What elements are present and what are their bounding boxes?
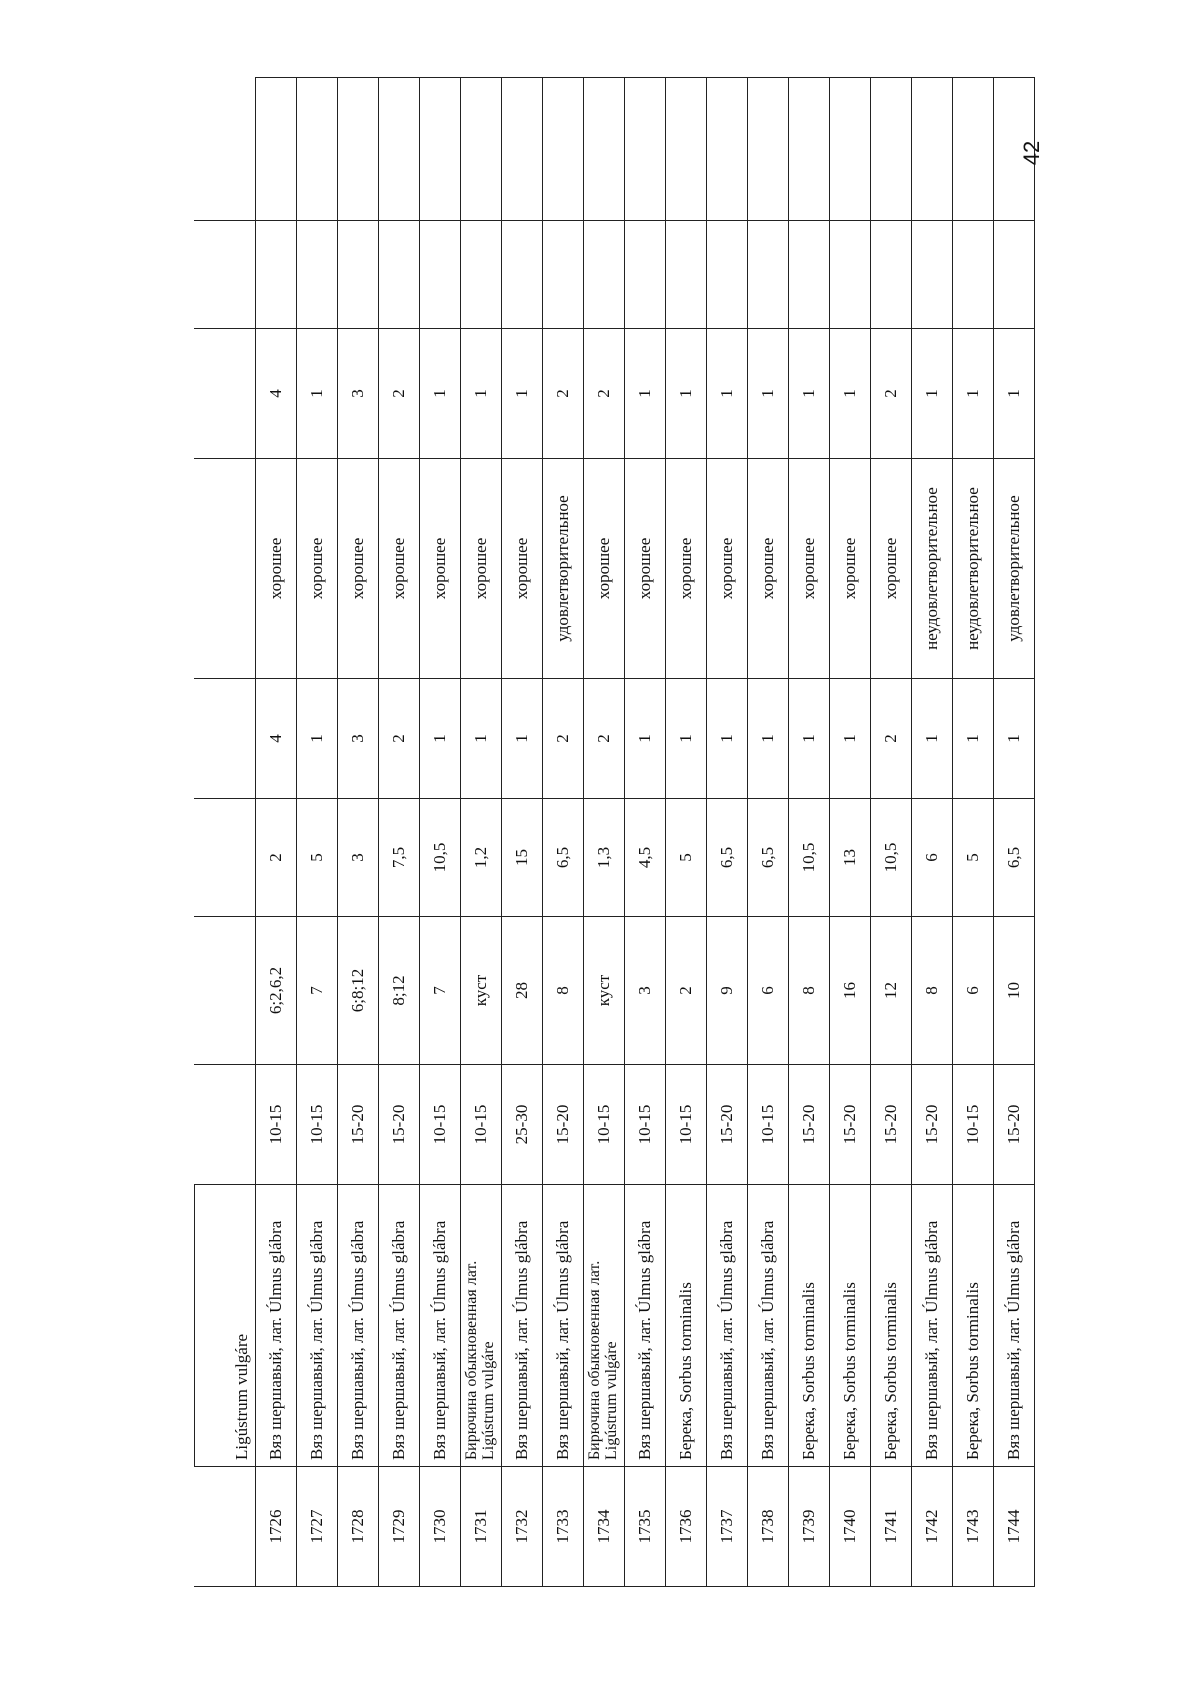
cell-count2: 1 <box>953 329 994 459</box>
cell-note2 <box>789 78 830 221</box>
cell-count: 1 <box>748 679 789 799</box>
cell-count2: 1 <box>707 329 748 459</box>
table-row <box>379 78 420 1587</box>
cell-name: Вяз шершавый, лат. Úlmus glábra <box>748 1185 789 1467</box>
cell-num: 1728 <box>338 1467 379 1587</box>
table-row <box>789 78 830 1587</box>
cell-count: 1 <box>912 679 953 799</box>
cell-diam: 7 <box>420 917 461 1065</box>
cell-count2: 2 <box>543 329 584 459</box>
table-row <box>461 78 502 1587</box>
cell-note2 <box>420 78 461 221</box>
cell-age: 15-20 <box>871 1065 912 1185</box>
cell-diam: куст <box>461 917 502 1065</box>
cell-name: Берека, Sorbus torminalis <box>871 1185 912 1467</box>
cell-age: 10-15 <box>461 1065 502 1185</box>
cell-height: 7,5 <box>379 799 420 917</box>
cell-note2 <box>666 78 707 221</box>
cell-num: 1731 <box>461 1467 502 1587</box>
cell-diam: 8 <box>912 917 953 1065</box>
cell-count2: 1 <box>502 329 543 459</box>
cell-age: 10-15 <box>584 1065 625 1185</box>
cell-count2: 1 <box>297 329 338 459</box>
cell-age: 15-20 <box>830 1065 871 1185</box>
cell-num: 1739 <box>789 1467 830 1587</box>
cell-height: 6,5 <box>707 799 748 917</box>
cell-height: 13 <box>830 799 871 917</box>
cell-condition: хорошее <box>707 459 748 679</box>
cell-age: 15-20 <box>543 1065 584 1185</box>
cell-age: 10-15 <box>625 1065 666 1185</box>
cell-condition: удовлетворительное <box>543 459 584 679</box>
cell-num: 1733 <box>543 1467 584 1587</box>
cell-count: 1 <box>625 679 666 799</box>
cell-num: 1737 <box>707 1467 748 1587</box>
cell-height: 5 <box>666 799 707 917</box>
cell-note <box>584 221 625 329</box>
cell-note2 <box>748 78 789 221</box>
cell-condition: хорошее <box>830 459 871 679</box>
cell-note <box>420 221 461 329</box>
table-row <box>338 78 379 1587</box>
cell-count2: 1 <box>789 329 830 459</box>
cell-diam: 6 <box>953 917 994 1065</box>
table-row <box>420 78 461 1587</box>
cell-height <box>195 799 256 917</box>
cell-note <box>953 221 994 329</box>
cell-num: 1734 <box>584 1467 625 1587</box>
cell-note <box>789 221 830 329</box>
cell-num: 1735 <box>625 1467 666 1587</box>
cell-name: Вяз шершавый, лат. Úlmus glábra <box>420 1185 461 1467</box>
cell-note <box>338 221 379 329</box>
cell-count: 1 <box>953 679 994 799</box>
table-row <box>666 78 707 1587</box>
cell-note <box>543 221 584 329</box>
cell-count: 1 <box>420 679 461 799</box>
cell-count: 4 <box>256 679 297 799</box>
cell-condition: хорошее <box>666 459 707 679</box>
cell-condition: хорошее <box>256 459 297 679</box>
cell-count: 2 <box>379 679 420 799</box>
cell-height: 6,5 <box>748 799 789 917</box>
table-row <box>748 78 789 1587</box>
cell-note <box>461 221 502 329</box>
cell-condition: хорошее <box>748 459 789 679</box>
cell-note2 <box>584 78 625 221</box>
cell-note2 <box>338 78 379 221</box>
cell-height: 10,5 <box>420 799 461 917</box>
cell-note <box>502 221 543 329</box>
cell-count2: 1 <box>461 329 502 459</box>
cell-name: Вяз шершавый, лат. Úlmus glábra <box>543 1185 584 1467</box>
cell-name: Вяз шершавый, лат. Úlmus glábra <box>338 1185 379 1467</box>
cell-note <box>707 221 748 329</box>
cell-diam: 28 <box>502 917 543 1065</box>
cell-height: 5 <box>953 799 994 917</box>
cell-height: 4,5 <box>625 799 666 917</box>
cell-note <box>748 221 789 329</box>
cell-note <box>379 221 420 329</box>
cell-count: 1 <box>830 679 871 799</box>
cell-age: 10-15 <box>297 1065 338 1185</box>
cell-name: Вяз шершавый, лат. Úlmus glábra <box>256 1185 297 1467</box>
table-row <box>953 78 994 1587</box>
table-row <box>584 78 625 1587</box>
cell-name: Вяз шершавый, лат. Úlmus glábra <box>912 1185 953 1467</box>
cell-count <box>195 679 256 799</box>
cell-age: 25-30 <box>502 1065 543 1185</box>
cell-note2 <box>195 78 256 221</box>
cell-count: 1 <box>666 679 707 799</box>
cell-count2: 1 <box>830 329 871 459</box>
cell-num: 1740 <box>830 1467 871 1587</box>
cell-note <box>912 221 953 329</box>
cell-name: Берека, Sorbus torminalis <box>789 1185 830 1467</box>
cell-age: 10-15 <box>256 1065 297 1185</box>
cell-count2: 1 <box>912 329 953 459</box>
inventory-table <box>194 77 1035 1587</box>
cell-name: Вяз шершавый, лат. Úlmus glábra <box>994 1185 1035 1467</box>
cell-condition: хорошее <box>461 459 502 679</box>
table-row <box>871 78 912 1587</box>
cell-count2 <box>195 329 256 459</box>
rotated-table-container <box>194 78 1024 1587</box>
cell-condition: хорошее <box>584 459 625 679</box>
cell-note2 <box>379 78 420 221</box>
table-body <box>195 78 1035 1587</box>
cell-diam: 8;12 <box>379 917 420 1065</box>
cell-count: 2 <box>584 679 625 799</box>
cell-count: 1 <box>502 679 543 799</box>
cell-diam: 10 <box>994 917 1035 1065</box>
cell-count: 2 <box>543 679 584 799</box>
cell-count2: 4 <box>256 329 297 459</box>
cell-name: Вяз шершавый, лат. Úlmus glábra <box>625 1185 666 1467</box>
cell-note2 <box>502 78 543 221</box>
cell-diam: 6 <box>748 917 789 1065</box>
cell-diam: куст <box>584 917 625 1065</box>
cell-count2: 1 <box>625 329 666 459</box>
cell-height: 2 <box>256 799 297 917</box>
cell-num <box>195 1467 256 1587</box>
cell-diam: 2 <box>666 917 707 1065</box>
cell-height: 15 <box>502 799 543 917</box>
cell-condition: хорошее <box>871 459 912 679</box>
cell-num: 1730 <box>420 1467 461 1587</box>
table-row <box>256 78 297 1587</box>
cell-note <box>297 221 338 329</box>
cell-num: 1729 <box>379 1467 420 1587</box>
cell-name: Вяз шершавый, лат. Úlmus glábra <box>707 1185 748 1467</box>
cell-diam: 8 <box>789 917 830 1065</box>
cell-name: Вяз шершавый, лат. Úlmus glábra <box>297 1185 338 1467</box>
table-row <box>994 78 1035 1587</box>
cell-age: 15-20 <box>994 1065 1035 1185</box>
cell-count: 1 <box>994 679 1035 799</box>
cell-count2: 2 <box>379 329 420 459</box>
cell-condition: хорошее <box>338 459 379 679</box>
cell-condition: хорошее <box>379 459 420 679</box>
cell-age: 10-15 <box>420 1065 461 1185</box>
cell-note2 <box>625 78 666 221</box>
cell-num: 1732 <box>502 1467 543 1587</box>
cell-diam: 6;2,6,2 <box>256 917 297 1065</box>
cell-diam: 16 <box>830 917 871 1065</box>
cell-diam <box>195 917 256 1065</box>
cell-age: 15-20 <box>707 1065 748 1185</box>
cell-height: 1,3 <box>584 799 625 917</box>
cell-count: 3 <box>338 679 379 799</box>
cell-note2 <box>297 78 338 221</box>
cell-name: Бирючина обыкновенная лат. Ligústrum vulgáre <box>584 1185 625 1467</box>
cell-num: 1744 <box>994 1467 1035 1587</box>
cell-age: 15-20 <box>338 1065 379 1185</box>
cell-note2 <box>871 78 912 221</box>
cell-age: 10-15 <box>748 1065 789 1185</box>
cell-count: 1 <box>707 679 748 799</box>
cell-condition: хорошее <box>502 459 543 679</box>
cell-age: 10-15 <box>666 1065 707 1185</box>
cell-num: 1741 <box>871 1467 912 1587</box>
table-row <box>830 78 871 1587</box>
cell-count: 1 <box>461 679 502 799</box>
cell-condition <box>195 459 256 679</box>
cell-count2: 1 <box>994 329 1035 459</box>
cell-note <box>625 221 666 329</box>
cell-condition: хорошее <box>297 459 338 679</box>
table-row <box>543 78 584 1587</box>
cell-age: 15-20 <box>912 1065 953 1185</box>
cell-diam: 6;8;12 <box>338 917 379 1065</box>
cell-count2: 1 <box>666 329 707 459</box>
cell-age: 15-20 <box>789 1065 830 1185</box>
cell-condition: хорошее <box>789 459 830 679</box>
page-number: 42 <box>1019 140 1045 166</box>
table-row <box>912 78 953 1587</box>
cell-note2 <box>461 78 502 221</box>
table-row-continued <box>195 78 256 1587</box>
cell-note2 <box>830 78 871 221</box>
cell-age: 10-15 <box>953 1065 994 1185</box>
cell-note <box>871 221 912 329</box>
cell-num: 1743 <box>953 1467 994 1587</box>
cell-name: Берека, Sorbus torminalis <box>830 1185 871 1467</box>
table-row <box>502 78 543 1587</box>
cell-name: Бирючина обыкновенная лат. Ligústrum vulgáre <box>461 1185 502 1467</box>
cell-height: 10,5 <box>871 799 912 917</box>
cell-height: 1,2 <box>461 799 502 917</box>
cell-height: 10,5 <box>789 799 830 917</box>
table-row <box>297 78 338 1587</box>
cell-height: 5 <box>297 799 338 917</box>
cell-note2 <box>953 78 994 221</box>
cell-condition: хорошее <box>625 459 666 679</box>
cell-height: 6,5 <box>994 799 1035 917</box>
cell-height: 6,5 <box>543 799 584 917</box>
table-row <box>625 78 666 1587</box>
cell-note <box>994 221 1035 329</box>
cell-name: Вяз шершавый, лат. Úlmus glábra <box>502 1185 543 1467</box>
cell-name: Ligústrum vulgáre <box>195 1185 256 1467</box>
cell-count2: 3 <box>338 329 379 459</box>
cell-count2: 1 <box>420 329 461 459</box>
cell-note2 <box>543 78 584 221</box>
cell-condition: удовлетворительное <box>994 459 1035 679</box>
cell-count2: 2 <box>871 329 912 459</box>
cell-num: 1727 <box>297 1467 338 1587</box>
cell-note2 <box>256 78 297 221</box>
cell-diam: 3 <box>625 917 666 1065</box>
cell-name: Берека, Sorbus torminalis <box>666 1185 707 1467</box>
cell-count2: 1 <box>748 329 789 459</box>
cell-condition: неудовлетворительное <box>912 459 953 679</box>
cell-num: 1742 <box>912 1467 953 1587</box>
cell-diam: 12 <box>871 917 912 1065</box>
cell-note <box>666 221 707 329</box>
cell-count: 2 <box>871 679 912 799</box>
cell-note <box>830 221 871 329</box>
cell-note2 <box>707 78 748 221</box>
cell-count: 1 <box>789 679 830 799</box>
table-row <box>707 78 748 1587</box>
cell-note2 <box>912 78 953 221</box>
cell-age <box>195 1065 256 1185</box>
cell-num: 1736 <box>666 1467 707 1587</box>
cell-diam: 9 <box>707 917 748 1065</box>
cell-note <box>256 221 297 329</box>
cell-name: Берека, Sorbus torminalis <box>953 1185 994 1467</box>
cell-diam: 8 <box>543 917 584 1065</box>
cell-condition: неудовлетворительное <box>953 459 994 679</box>
cell-height: 3 <box>338 799 379 917</box>
cell-num: 1738 <box>748 1467 789 1587</box>
cell-num: 1726 <box>256 1467 297 1587</box>
cell-note <box>195 221 256 329</box>
cell-count2: 2 <box>584 329 625 459</box>
cell-condition: хорошее <box>420 459 461 679</box>
cell-diam: 7 <box>297 917 338 1065</box>
cell-name: Вяз шершавый, лат. Úlmus glábra <box>379 1185 420 1467</box>
cell-age: 15-20 <box>379 1065 420 1185</box>
cell-count: 1 <box>297 679 338 799</box>
cell-height: 6 <box>912 799 953 917</box>
